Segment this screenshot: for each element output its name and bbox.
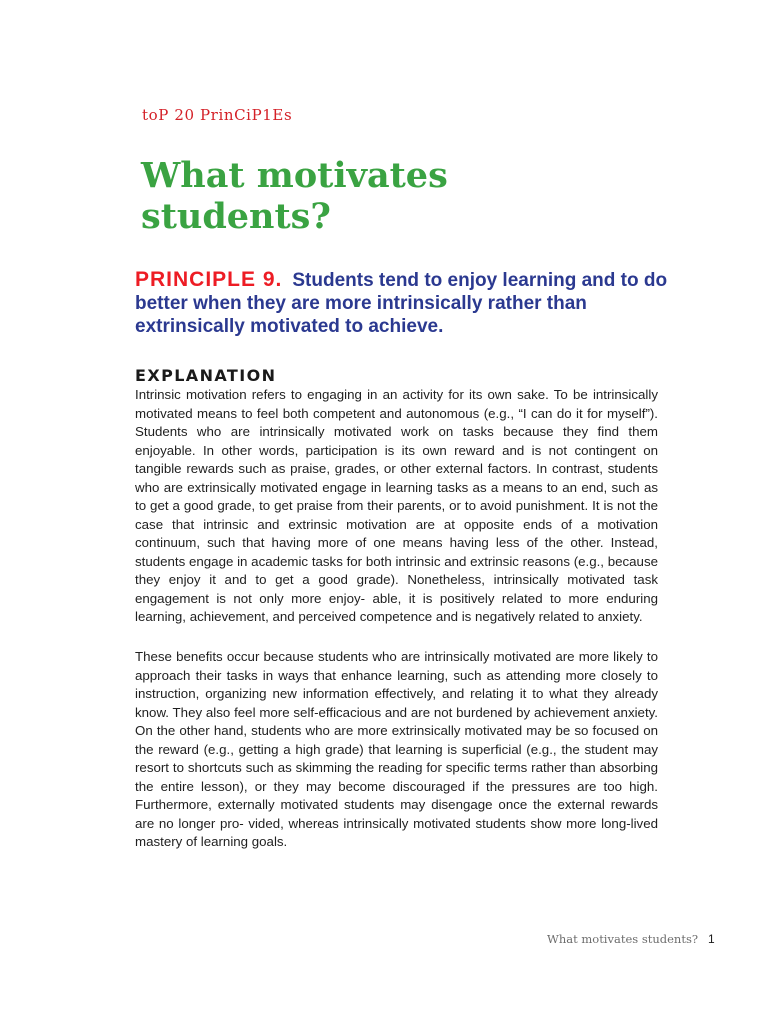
principle-number: PRINCIPLE 9.: [135, 268, 283, 291]
section-heading: EXPLANATION: [135, 366, 277, 385]
footer-running-title: What motivates students?: [547, 932, 699, 946]
body-paragraph: Intrinsic motivation refers to engaging in an activity for its own sake. To be intrinsically motivated means to feel both competent and autonomous (e.g., “I can do it for myself”). Students who are intrinsically motivated work on tasks because they find them enjoyable. In other words, participation is its own reward and is not contingent on tangible rewards such as praise, grades, or other external factors. In contrast, students who are extrinsically motivated engage in learning tasks as a means to an end, such as to get a good grade, to get praise from their parents, or to avoid punishment. It is not the case that intrinsic and extrinsic motivation are at opposite ends of a motivation continuum, such that having more of one means having less of the other. Instead, students engage in academic tasks for both intrinsic and extrinsic reasons (e.g., because they enjoy it and to get a good grade). Nonetheless, intrinsically motivated task engagement is not only more enjoy- able, it is positively related to more enduring learning, achievement, and perceived competence and is negatively related to anxiety.: [135, 387, 658, 624]
page-number: 1: [708, 932, 715, 946]
page-title: What motivates students?: [141, 155, 448, 237]
principle-statement: Students tend to enjoy learning and to do better when they are more intrinsically rather than extrinsically motivated to achieve.: [135, 270, 668, 337]
series-label: toP 20 PrinCiP1Es: [142, 106, 293, 124]
body-paragraph: These benefits occur because students who are intrinsically motivated are more likely to approach their tasks in ways that enhance learning, such as attending more closely to instruction, organizing new information effectively, and relating it to what they already know. They also feel more self-efficacious and are not burdened by achievement anxiety. On the other hand, students who are more extrinsically motivated may be so focused on the reward (e.g., getting a high grade) that learning is superficial (e.g., the student may resort to shortcuts such as skimming the reading for specific terms rather than absorbing the entire lesson), or they may become discouraged if the pressures are too high. Furthermore, externally motivated students may disengage once the external rewards are no longer pro- vided, whereas intrinsically motivated students show more long-lived mastery of learning goals.: [135, 649, 658, 849]
principle-heading: [135, 268, 675, 338]
